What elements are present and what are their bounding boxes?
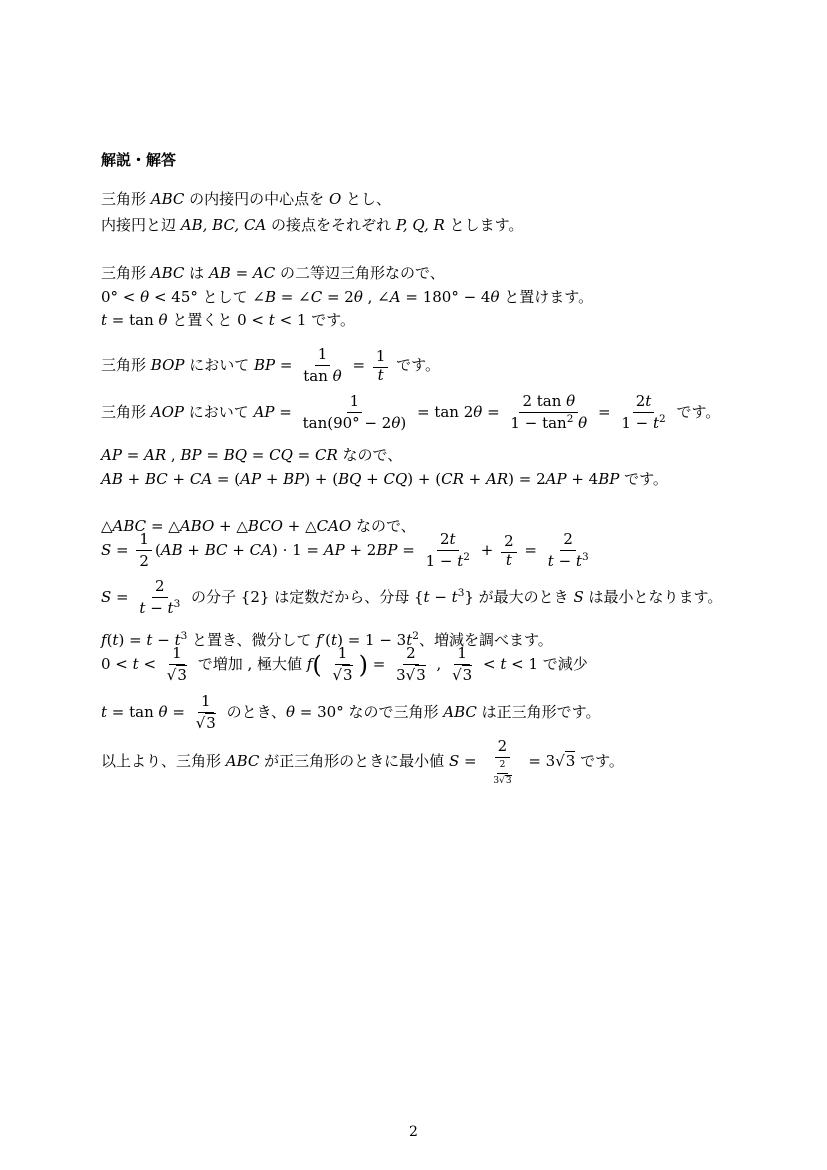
numerator: 1 <box>315 346 331 366</box>
math-var: AP <box>545 470 567 488</box>
text: の二等辺三角形なので、 <box>275 264 445 282</box>
denominator <box>484 758 520 786</box>
numerator: 2 <box>495 738 511 758</box>
radicand: 3 <box>565 751 576 770</box>
math-var: θ <box>158 702 168 721</box>
radicand: 3 <box>343 666 353 685</box>
numerator: 2 <box>497 760 509 773</box>
text: = <box>274 402 297 421</box>
text: = △ <box>146 517 180 535</box>
math-var: t <box>423 587 430 606</box>
fraction <box>507 393 590 433</box>
text: において <box>184 355 255 374</box>
text: = <box>459 751 482 770</box>
text: 3 <box>493 775 500 786</box>
text: とし、 <box>341 190 392 208</box>
fraction <box>136 578 183 618</box>
math-var: θ <box>158 311 168 329</box>
math-var: B <box>264 288 277 306</box>
math-var: S <box>101 540 112 559</box>
math-var: t <box>132 654 139 673</box>
math-var: θ <box>490 288 500 306</box>
fraction <box>373 348 389 383</box>
text: です。 <box>575 751 624 770</box>
denominator <box>507 413 590 432</box>
denominator <box>136 598 183 617</box>
text: 0° < <box>101 288 141 306</box>
text: 2 <box>635 392 646 410</box>
paragraph-8-line-3 <box>101 693 600 733</box>
math-expr: AP = AR <box>101 446 167 464</box>
math-var: θ <box>353 288 363 306</box>
math-expr: BQ + CQ <box>338 470 408 488</box>
text: = 2 <box>322 288 354 306</box>
denominator <box>329 665 355 684</box>
text: , ∠ <box>362 288 390 306</box>
math-var: BP <box>376 540 398 559</box>
text: と置けます。 <box>499 288 594 306</box>
math-var: AB, BC, CA <box>180 216 267 234</box>
math-var: AOP <box>150 402 185 421</box>
math-expr: AB + BC + CA <box>101 470 213 488</box>
text: + 2 <box>344 540 377 559</box>
text: 2 <box>439 530 450 548</box>
math-var: t <box>652 414 660 433</box>
text: ( <box>154 540 161 559</box>
text: の分子 {2} は定数だから、分母 { <box>191 587 424 606</box>
denominator <box>193 713 219 732</box>
math-var: ABC <box>150 264 185 282</box>
sqrt-sign: √ <box>166 666 177 685</box>
math-var: θ <box>578 414 588 433</box>
paragraph-6-line-2 <box>101 531 595 571</box>
numerator: 1 <box>373 348 389 368</box>
numerator: 2 <box>501 533 517 553</box>
text: です。 <box>676 402 721 421</box>
math-var: t <box>645 392 652 410</box>
paragraph-1-line-1 <box>101 192 391 207</box>
math-var: t <box>449 530 456 548</box>
text: − <box>429 587 452 606</box>
math-var: t <box>139 599 146 618</box>
denominator <box>545 551 592 570</box>
radicand: 3 <box>416 666 426 685</box>
numerator <box>633 393 655 413</box>
paragraph-4-equation <box>101 393 720 433</box>
text: 、増減を調べます。 <box>418 631 553 649</box>
text: 1 − tan <box>510 414 567 433</box>
math-var: t <box>406 631 413 649</box>
denominator <box>423 551 473 570</box>
text: ) + ( <box>407 470 442 488</box>
math-var: ABC <box>112 517 147 535</box>
sqrt-sign: √ <box>332 666 343 685</box>
math-var: t <box>331 631 338 649</box>
math-var: θ <box>140 288 150 306</box>
math-var: A <box>389 288 401 306</box>
sqrt-sign: √ <box>195 714 206 733</box>
text: = <box>111 540 134 559</box>
text: 3 <box>396 666 406 685</box>
denominator <box>618 413 668 432</box>
math-var: f <box>306 654 313 673</box>
text: 三角形 <box>101 355 151 374</box>
math-var: t <box>146 631 153 649</box>
text: が正三角形のときに最小値 <box>259 751 449 770</box>
math-var: t <box>451 587 458 606</box>
text: は正三角形です。 <box>476 702 601 721</box>
radicand: 3 <box>505 775 512 786</box>
text: なので、 <box>337 446 403 464</box>
fraction <box>300 346 344 386</box>
math-var: S <box>448 751 460 770</box>
math-var: BP <box>598 470 620 488</box>
denominator <box>300 413 410 432</box>
text: − <box>152 631 175 649</box>
math-var: S <box>573 587 584 606</box>
denominator <box>164 665 190 684</box>
superscript: 3 <box>180 630 188 643</box>
text: < <box>138 654 161 673</box>
denominator <box>490 774 514 786</box>
text: ) <box>400 414 407 433</box>
superscript: 2 <box>566 413 574 426</box>
math-var: θ <box>332 367 342 386</box>
text: 内接円と辺 <box>101 216 181 234</box>
denominator: t <box>377 366 384 385</box>
paren: ( <box>312 650 322 679</box>
paragraph-2-line-1 <box>101 266 445 281</box>
fraction <box>449 645 475 685</box>
text: ) = 2 <box>508 470 546 488</box>
text: です。 <box>396 355 440 374</box>
text: の接点をそれぞれ <box>266 216 396 234</box>
text: 2 tan <box>522 392 567 410</box>
paragraph-7-equation <box>101 578 722 618</box>
superscript: 3 <box>173 598 181 611</box>
radicand: 3 <box>462 666 473 685</box>
text: = tan <box>107 311 159 329</box>
text: 三角形 <box>101 190 151 208</box>
paragraph-8-line-2 <box>101 645 588 685</box>
math-var: f <box>316 631 322 649</box>
text: △ <box>101 517 113 535</box>
text: の内接円の中心点を <box>184 190 329 208</box>
superscript: 3 <box>581 551 589 564</box>
text: なので、 <box>351 517 416 535</box>
text: です。 <box>619 470 668 488</box>
text: ) = <box>118 631 147 649</box>
math-var: t <box>112 631 119 649</box>
math-var: P, Q, R <box>395 216 445 234</box>
text: とします。 <box>444 216 524 234</box>
text: = <box>372 654 391 673</box>
text: 以上より、三角形 <box>101 751 226 770</box>
paragraph-1-line-2 <box>101 218 523 233</box>
text: 三角形 <box>101 264 151 282</box>
numerator: 2 <box>403 645 419 665</box>
text: 0 < <box>101 654 133 673</box>
denominator <box>300 366 344 385</box>
math-expr: AP + BP <box>240 470 305 488</box>
text: = ( <box>212 470 241 488</box>
paragraph-5-line-1 <box>101 448 402 463</box>
numerator: 1 <box>169 645 185 665</box>
text: ) + ( <box>304 470 339 488</box>
math-expr: CR + AR <box>441 470 509 488</box>
numerator <box>519 393 578 413</box>
math-var: O <box>328 190 342 208</box>
text: = tan 2 <box>417 402 474 421</box>
text: − <box>553 552 576 571</box>
superscript: 2 <box>412 630 419 643</box>
text: = <box>352 355 370 374</box>
math-var: θ <box>391 414 401 433</box>
text: < 1 で減少 <box>506 654 588 673</box>
text: < <box>482 654 501 673</box>
math-var: t <box>167 599 174 618</box>
paragraph-2-line-2 <box>101 290 593 305</box>
text: + 4 <box>566 470 599 488</box>
math-var: C <box>310 288 323 306</box>
math-var: t <box>500 654 507 673</box>
math-var: CAO <box>316 517 352 535</box>
text: tan(90° − 2 <box>302 414 392 433</box>
text: 1 − <box>621 414 653 433</box>
superscript: 2 <box>463 551 470 564</box>
numerator: 1 <box>454 645 470 665</box>
numerator: 2 <box>560 531 576 551</box>
math-var: t <box>575 552 582 571</box>
radicand: 3 <box>177 666 187 685</box>
text: 1 − <box>425 552 458 571</box>
fraction <box>393 645 429 685</box>
text: = <box>275 355 298 374</box>
text: + <box>480 540 499 559</box>
numerator: 1 <box>136 531 152 551</box>
math-var: θ <box>285 702 296 721</box>
radicand: 3 <box>206 714 216 733</box>
text: , <box>166 446 181 464</box>
fraction <box>618 393 668 433</box>
fraction <box>501 533 517 568</box>
text: ) · 1 = <box>271 540 324 559</box>
page-number: 2 <box>409 1124 418 1140</box>
text: = <box>482 402 505 421</box>
section-heading: 解説・解答 <box>101 151 177 169</box>
math-var: ABC <box>225 751 260 770</box>
paren: ) <box>358 650 368 679</box>
text: = 30° なので三角形 <box>295 702 444 721</box>
math-var: BOP <box>150 355 185 374</box>
superscript: 2 <box>659 413 666 426</box>
fraction <box>545 531 592 571</box>
text: ′( <box>321 631 332 649</box>
math-var: f <box>101 631 107 649</box>
math-var: AP <box>253 402 275 421</box>
sqrt-sign: √ <box>405 666 416 685</box>
text: + △ <box>214 517 248 535</box>
paragraph-3-equation <box>101 346 440 386</box>
sqrt-sign: √ <box>499 775 505 786</box>
fraction <box>484 738 520 786</box>
text: = 3 <box>528 751 556 770</box>
text: = <box>524 540 542 559</box>
math-var: t <box>174 631 181 649</box>
nested-fraction <box>490 760 514 786</box>
denominator: 2 <box>139 552 149 571</box>
text: = 180° − 4 <box>400 288 491 306</box>
math-expr: AB + BC + CA <box>160 540 272 559</box>
text: は <box>184 264 209 282</box>
text: = <box>397 540 420 559</box>
math-var: t <box>268 311 275 329</box>
math-expr: AB = AC <box>208 264 276 282</box>
text: で増加 , 極大値 <box>197 654 307 673</box>
math-var: BCO <box>247 517 283 535</box>
text: } が最大のとき <box>464 587 574 606</box>
text: = ∠ <box>276 288 311 306</box>
text: = <box>167 702 190 721</box>
paragraph-9-conclusion <box>101 738 624 786</box>
text: < 45° として ∠ <box>149 288 265 306</box>
text: , <box>436 654 447 673</box>
numerator: 1 <box>335 645 351 665</box>
fraction <box>193 693 219 733</box>
text: ) = 1 − 3 <box>337 631 407 649</box>
denominator <box>449 665 475 684</box>
numerator: 2 <box>152 578 168 598</box>
text: と置き、微分して <box>187 631 317 649</box>
math-var: BP <box>254 355 276 374</box>
math-var: θ <box>566 392 576 410</box>
text: = tan <box>107 702 159 721</box>
denominator <box>393 665 429 684</box>
text: tan <box>303 367 333 386</box>
math-var: θ <box>473 402 483 421</box>
sqrt-sign: √ <box>555 751 565 770</box>
fraction <box>164 645 190 685</box>
sqrt-sign: √ <box>452 666 462 685</box>
text: + △ <box>282 517 317 535</box>
math-var: ABC <box>150 190 185 208</box>
fraction <box>136 531 152 571</box>
math-expr: BP = BQ = CQ = CR <box>180 446 338 464</box>
math-var: AP <box>323 540 345 559</box>
numerator: 1 <box>198 693 214 713</box>
denominator: t <box>505 551 512 570</box>
numerator <box>437 531 459 551</box>
text: < 1 です。 <box>274 311 356 329</box>
math-var: t <box>101 702 108 721</box>
math-var: ABC <box>443 702 477 721</box>
math-var: t <box>101 311 108 329</box>
paragraph-5-line-2 <box>101 472 668 487</box>
text: − <box>145 599 168 618</box>
text: は最小となります。 <box>583 587 723 606</box>
text: ( <box>106 631 113 649</box>
fraction <box>329 645 355 685</box>
text: において <box>184 402 254 421</box>
fraction <box>423 531 473 571</box>
math-var: t <box>457 552 464 571</box>
numerator: 1 <box>347 393 363 413</box>
math-var: ABO <box>179 517 215 535</box>
text: 三角形 <box>101 402 151 421</box>
text: = <box>111 587 134 606</box>
fraction <box>300 393 410 433</box>
text: のとき、 <box>226 702 286 721</box>
math-var: S <box>101 587 112 606</box>
math-var: t <box>547 552 554 571</box>
text: と置くと 0 < <box>167 311 269 329</box>
superscript: 3 <box>457 586 465 599</box>
paragraph-2-line-3 <box>101 313 355 328</box>
text: = <box>597 402 616 421</box>
